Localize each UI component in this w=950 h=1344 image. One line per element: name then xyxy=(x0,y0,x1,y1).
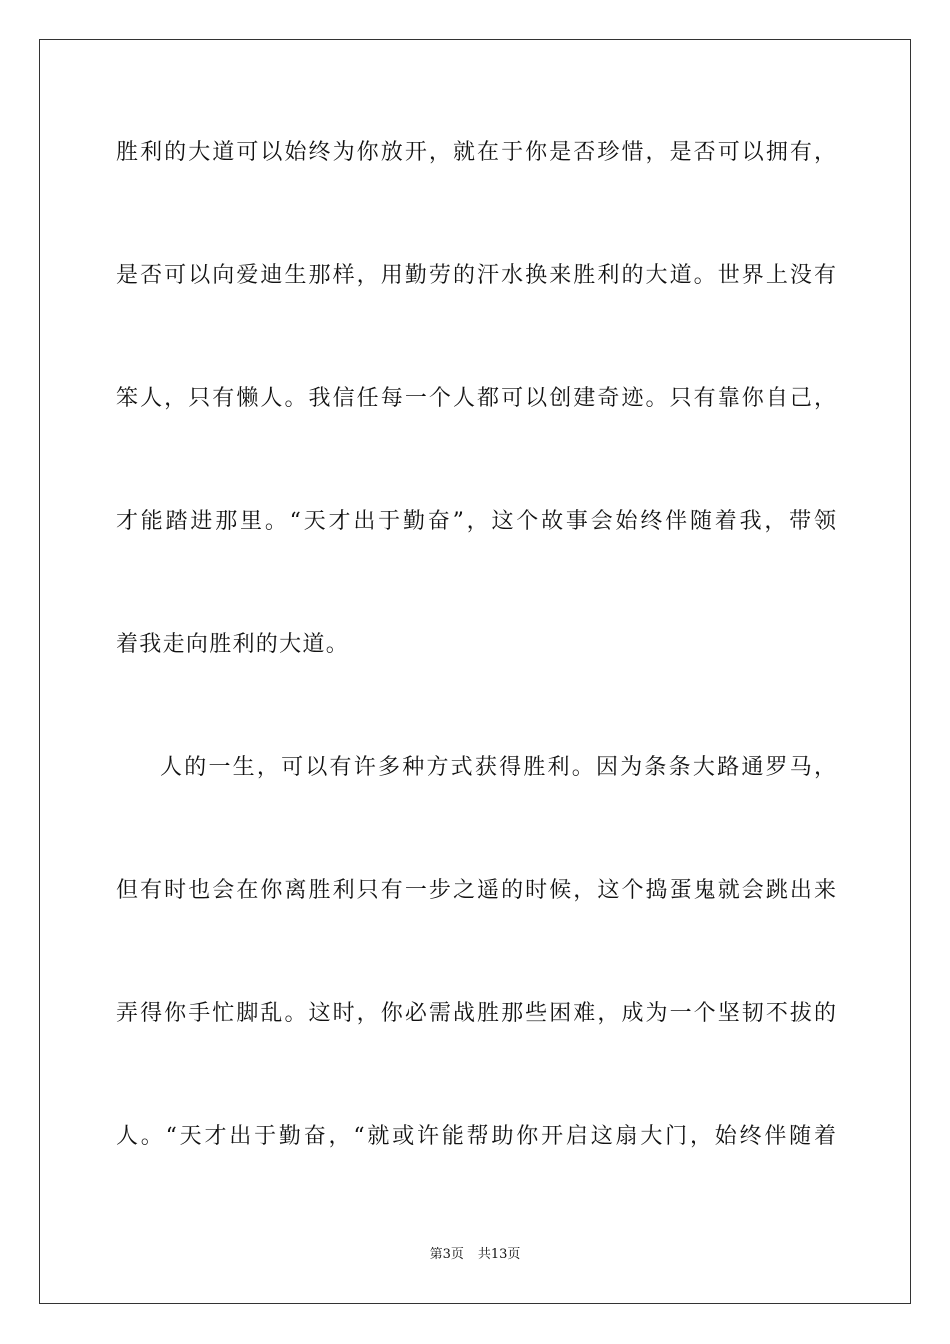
body-line-1: 胜利的大道可以始终为你放开，就在于你是否珍惜，是否可以拥有， xyxy=(116,140,836,165)
body-line-2: 是否可以向爱迪生那样，用勤劳的汗水换来胜利的大道。世界上没有 xyxy=(116,263,836,288)
body-line-5: 着我走向胜利的大道。 xyxy=(116,632,350,657)
paragraph-2-line-1: 人的一生，可以有许多种方式获得胜利。因为条条大路通罗马， xyxy=(160,755,836,780)
paragraph-2-line-2: 但有时也会在你离胜利只有一步之遥的时候，这个捣蛋鬼就会跳出来 xyxy=(116,878,836,903)
page-footer xyxy=(0,1246,950,1264)
page-border xyxy=(39,39,911,1304)
paragraph-2-line-4: 人。“天才出于勤奋，“就或许能帮助你开启这扇大门，始终伴随着 xyxy=(116,1124,836,1149)
page-number-total: 共13页 xyxy=(477,1247,521,1262)
paragraph-2-line-3: 弄得你手忙脚乱。这时，你必需战胜那些困难，成为一个坚韧不拔的 xyxy=(116,1001,836,1026)
body-line-4: 才能踏进那里。“天才出于勤奋”，这个故事会始终伴随着我，带领 xyxy=(116,509,836,534)
page-number-current: 第3页 xyxy=(429,1247,464,1262)
body-line-3: 笨人，只有懒人。我信任每一个人都可以创建奇迹。只有靠你自己， xyxy=(116,386,836,411)
